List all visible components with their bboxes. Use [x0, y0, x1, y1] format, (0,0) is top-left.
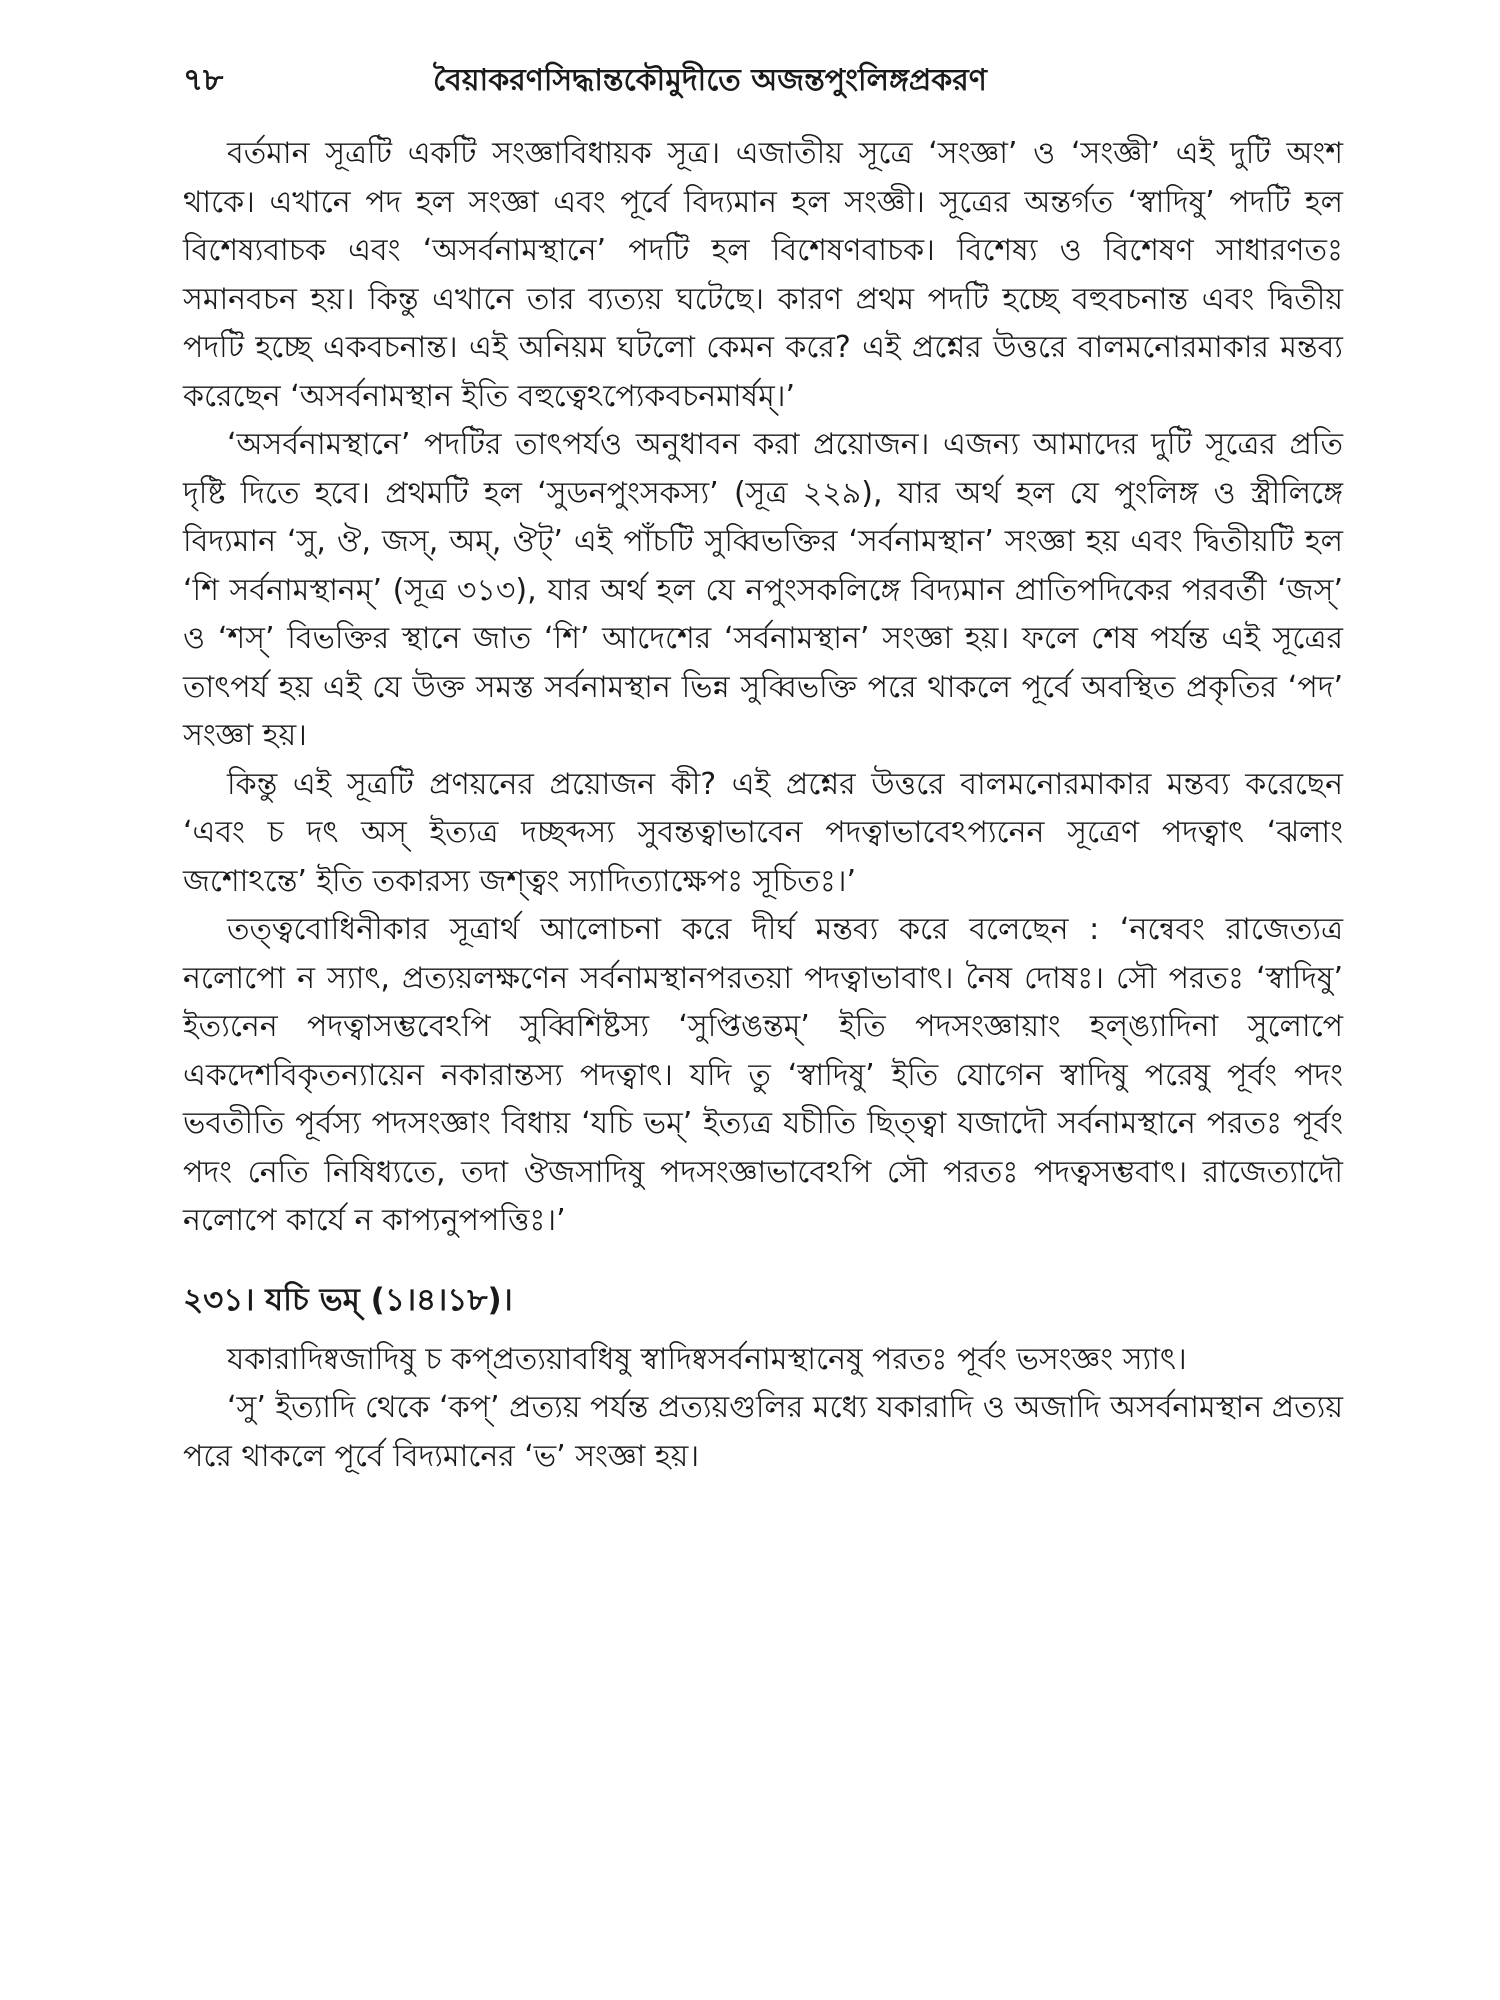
paragraph: ‘অসর্বনামস্থানে’ পদটির তাৎপর্যও অনুধাবন করা প্রয়োজন। এজন্য আমাদের দুটি সূত্রের প্রতি দৃষ্টি দিতে হবে। প্রথমটি হল ‘সুডনপুংসকস্য’ (সূত্র ২২৯), যার অর্থ হল যে পুংলিঙ্গ ও স্ত্রীলিঙ্গে বিদ্যমান ‘সু, ঔ, জস্, অম্, ঔট্’ এই পাঁচটি সুব্বিভক্তির ‘সর্বনামস্থান’ সংজ্ঞা হয় এবং দ্বিতীয়টি হল ‘শি সর্বনামস্থানম্’ (সূত্র ৩১৩), যার অর্থ হল যে নপুংসকলিঙ্গে বিদ্যমান প্রাতিপদিকের পরবর্তী ‘জস্’ ও ‘শস্’ বিভক্তির স্থানে জাত ‘শি’ আদেশের ‘সর্বনামস্থান’ সংজ্ঞা হয়। ফলে শেষ পর্যন্ত এই সূত্রের তাৎপর্য হয় এই যে উক্ত সমস্ত সর্বনামস্থান ভিন্ন সুব্বিভক্তি পরে থাকলে পূর্বে অবস্থিত প্রকৃতির ‘পদ’ সংজ্ঞা হয়।	[183, 427, 1343, 753]
sutra-vritti: যকারাদিষ্বজাদিষু চ কপ্প্রত্যয়াবধিষু স্বাদিষ্বসর্বনামস্থানেষু পরতঃ পূর্বং ভসংজ্ঞং স্যাৎ।	[227, 1341, 1187, 1377]
paragraph: তত্ত্ববোধিনীকার সূত্রার্থ আলোচনা করে দীর্ঘ মন্তব্য করে বলেছেন : ‘নন্বেবং রাজেত্যত্র নলোপো ন স্যাৎ, প্রত্যয়লক্ষণেন সর্বনামস্থানপরতয়া পদত্বাভাবাৎ। নৈষ দোষঃ। সৌ পরতঃ ‘স্বাদিষু’ ইত্যনেন পদত্বাসম্ভবেঽপি সুব্বিশিষ্টস্য ‘সুপ্তিঙন্তম্’ ইতি পদসংজ্ঞায়াং হল্ঙ্যাদিনা সুলোপে একদেশবিকৃতন্যায়েন নকারান্তস্য পদত্বাৎ। যদি তু ‘স্বাদিষু’ ইতি যোগেন স্বাদিষু পরেষু পূর্বং পদং ভবতীতি পূর্বস্য পদসংজ্ঞাং বিধায় ‘যচি ভম্’ ইত্যত্র যচীতি ছিত্ত্বা যজাদৌ সর্বনামস্থানে পরতঃ পূর্বং পদং নেতি নিষিধ্যতে, তদা ঔজসাদিষু পদসংজ্ঞাভাবেঽপি সৌ পরতঃ পদত্বসম্ভবাৎ। রাজেত্যাদৌ নলোপে কার্যে ন কাপ্যনুপপত্তিঃ।’	[183, 912, 1343, 1238]
page-number: ৭৮	[183, 62, 224, 98]
page-header	[183, 52, 1343, 108]
paragraph: বর্তমান সূত্রটি একটি সংজ্ঞাবিধায়ক সূত্র। এজাতীয় সূত্রে ‘সংজ্ঞা’ ও ‘সংজ্ঞী’ এই দুটি অংশ থাকে। এখানে পদ হল সংজ্ঞা এবং পূর্বে বিদ্যমান হল সংজ্ঞী। সূত্রের অন্তর্গত ‘স্বাদিষু’ পদটি হল বিশেষ্যবাচক এবং ‘অসর্বনামস্থানে’ পদটি হল বিশেষণবাচক। বিশেষ্য ও বিশেষণ সাধারণতঃ সমানবচন হয়। কিন্তু এখানে তার ব্যত্যয় ঘটেছে। কারণ প্রথম পদটি হচ্ছে বহুবচনান্ত এবং দ্বিতীয় পদটি হচ্ছে একবচনান্ত। এই অনিয়ম ঘটলো কেমন করে? এই প্রশ্নের উত্তরে বালমনোরমাকার মন্তব্য করেছেন ‘অসর্বনামস্থান ইতি বহুত্বেঽপ্যেকবচনমার্ষম্।’	[183, 136, 1343, 414]
running-title: বৈয়াকরণসিদ্ধান্তকৌমুদীতে অজন্তপুংলিঙ্গপ্রকরণ	[433, 63, 987, 98]
page-body	[183, 130, 1343, 1481]
sutra-heading: ২৩১। যচি ভম্ (১।৪।১৮)।	[183, 1281, 513, 1318]
sutra-explanation: ‘সু’ ইত্যাদি থেকে ‘কপ্’ প্রত্যয় পর্যন্ত প্রত্যয়গুলির মধ্যে যকারাদি ও অজাদি অসর্বনামস্থান প্রত্যয় পরে থাকলে পূর্বে বিদ্যমানের ‘ভ’ সংজ্ঞা হয়।	[183, 1390, 1343, 1474]
paragraph: কিন্তু এই সূত্রটি প্রণয়নের প্রয়োজন কী? এই প্রশ্নের উত্তরে বালমনোরমাকার মন্তব্য করেছেন ‘এবং চ দৎ অস্ ইত্যত্র দচ্ছব্দস্য সুবন্তত্বাভাবেন পদত্বাভাবেঽপ্যনেন সূত্রেণ পদত্বাৎ ‘ঝলাং জশোঽন্তে’ ইতি তকারস্য জশ্ত্বং স্যাদিত্যাক্ষেপঃ সূচিতঃ।’	[183, 766, 1343, 899]
